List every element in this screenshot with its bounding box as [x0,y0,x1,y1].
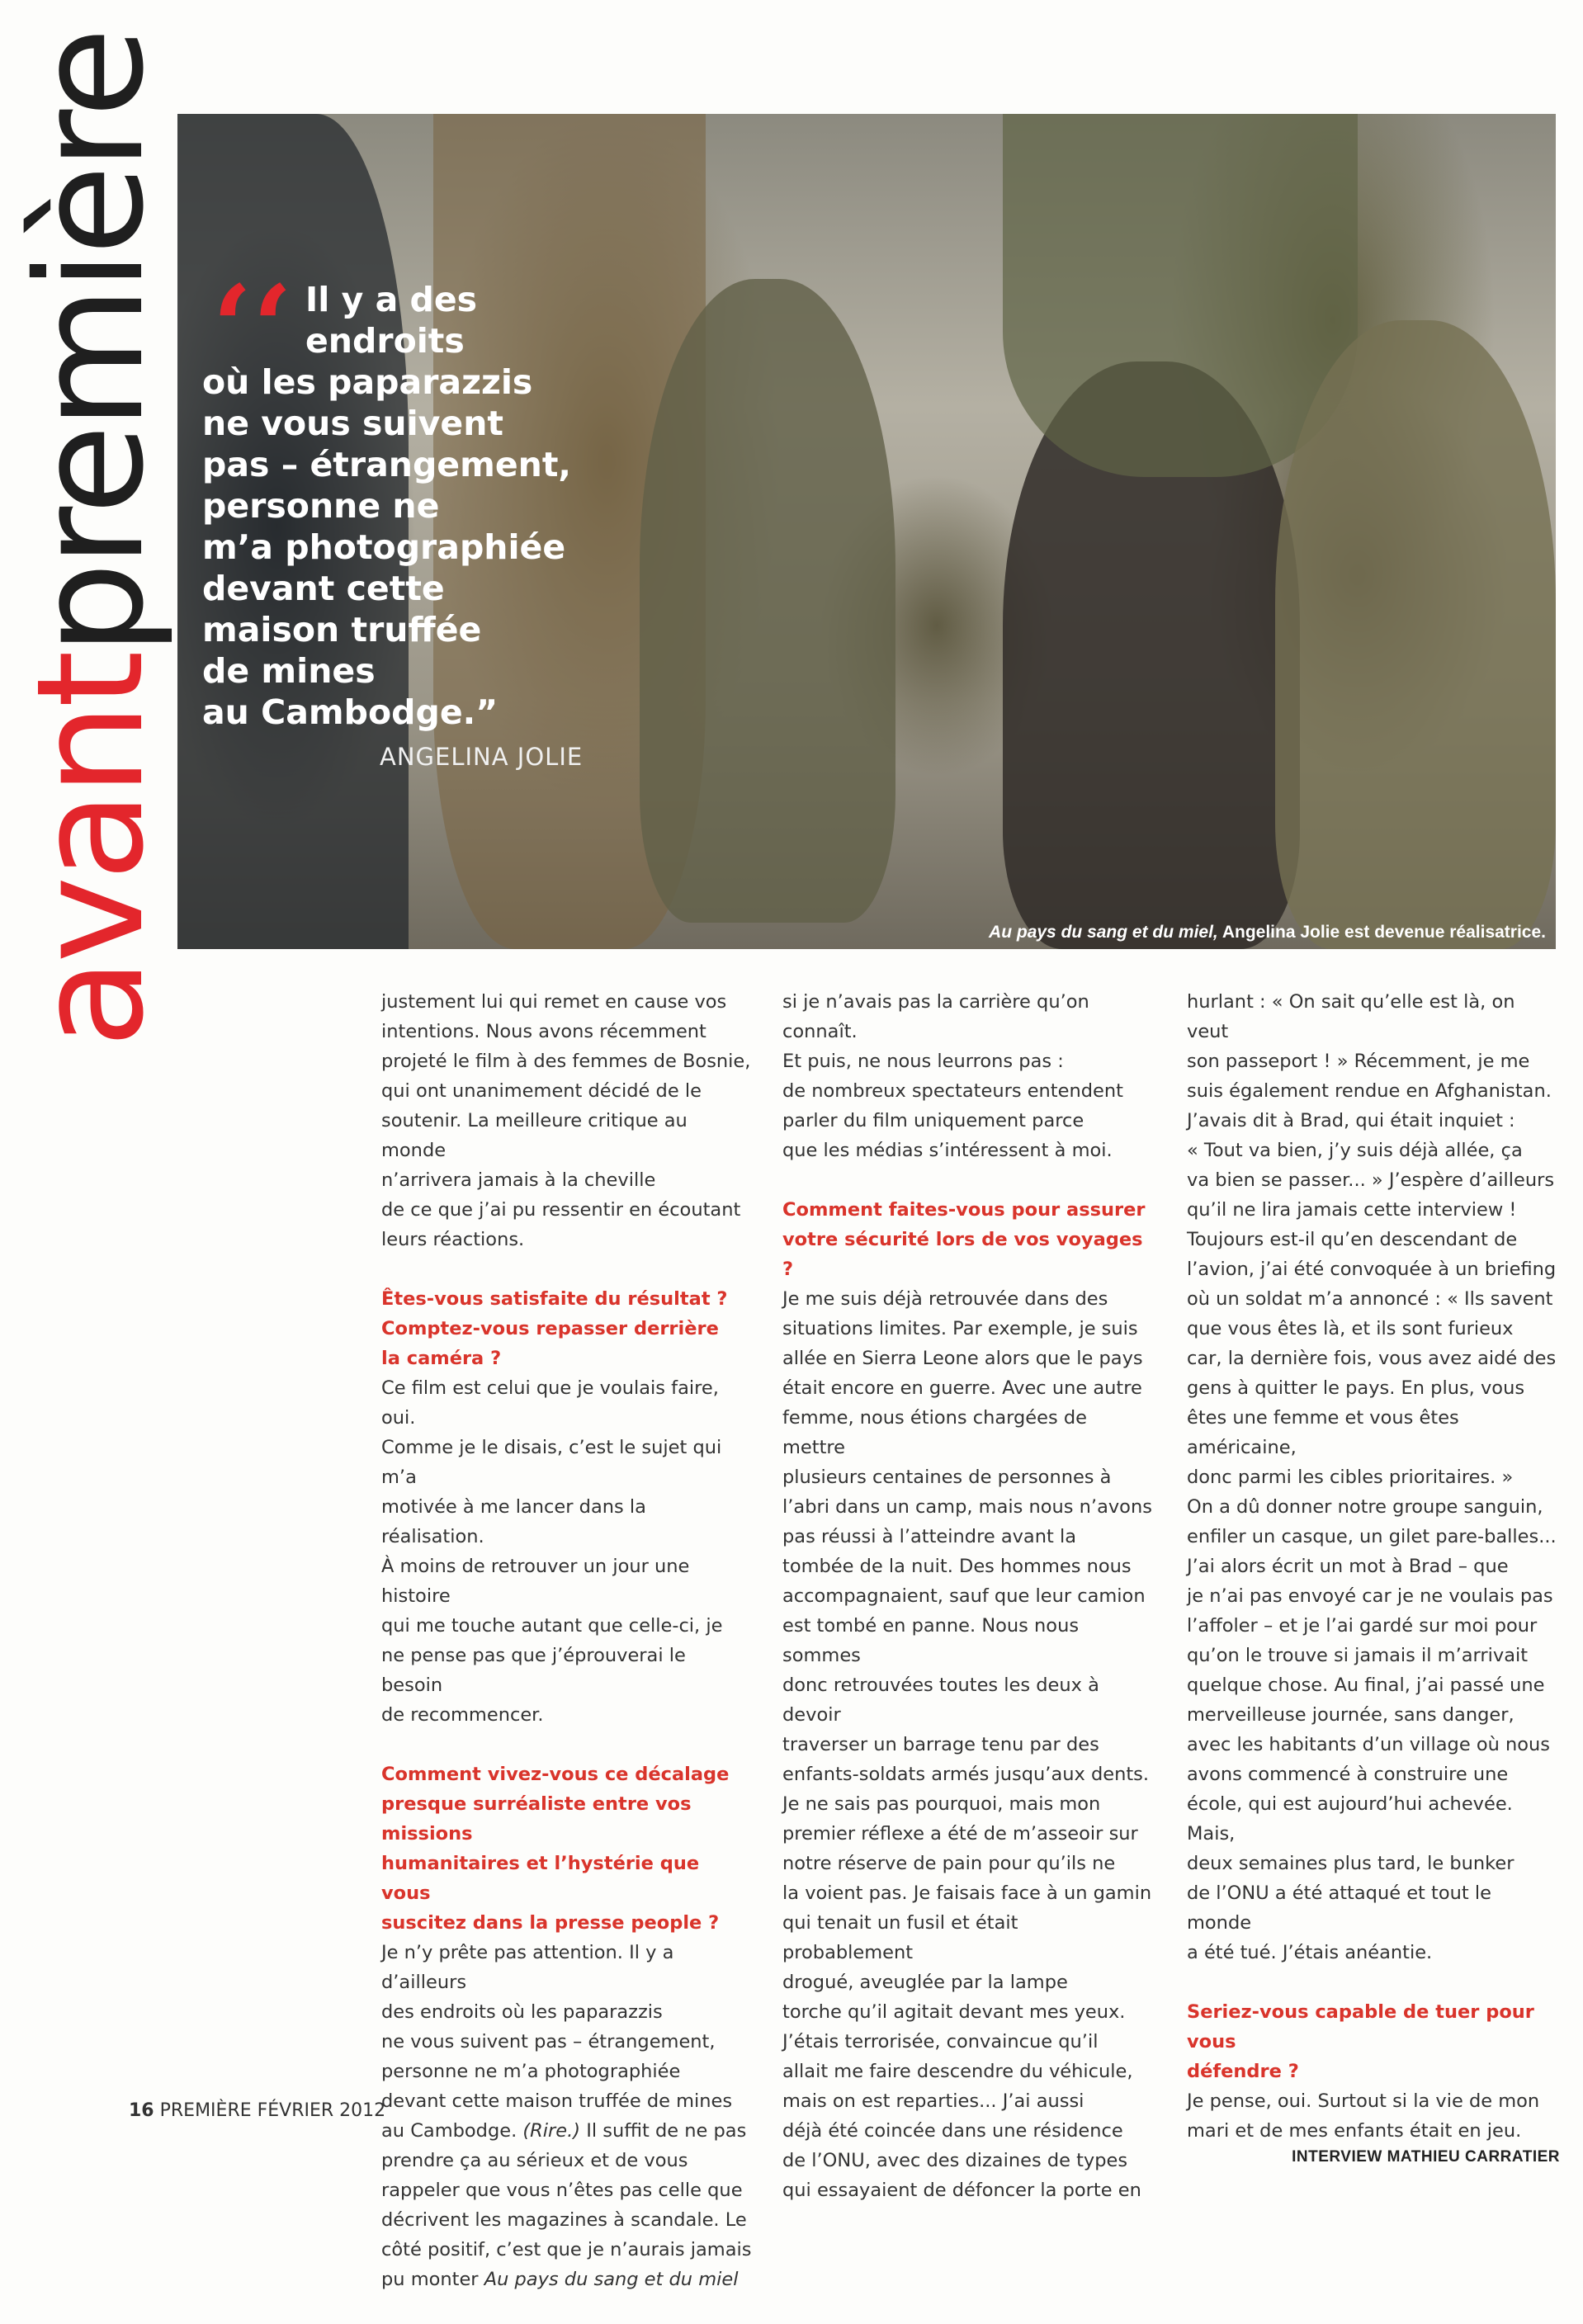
article-column-2 [782,987,1154,2235]
quote-line: de mines [202,651,376,691]
answer-paragraph: justement lui qui remet en cause vos intentions. Nous avons récemment projeté le film à des femmes de Bosnie, qui ont unanimement décidé de le soutenir. La meilleure critique au monde n’arrivera jamais à la cheville de ce que j’ai pu ressentir en écoutant leurs réactions. [381,991,751,1250]
quote-line: pas – étrangement, [202,445,571,484]
masthead-dark-word: première [5,32,176,655]
interview-signature: INTERVIEW MATHIEU CARRATIER [1292,2148,1560,2166]
photo-caption [989,923,1546,942]
quote-line: devant cette [202,569,445,608]
page-number: 16 [129,2100,154,2121]
feature-photo [177,114,1556,949]
interview-question: Comment faites-vous pour assurer votre sécurité lors de vos voyages ? [782,1199,1146,1280]
section-masthead [5,25,176,1081]
answer-paragraph: Je pense, oui. Surtout si la vie de mon mari et de mes enfants était en jeu. [1187,2090,1540,2142]
masthead-red-word: avant [5,654,176,1049]
answer-paragraph: Je me suis déjà retrouvée dans des situations limites. Par exemple, je suis allée en Sierra Leone alors que le pays était encore en guerre. Avec une autre femme, nous étions chargées de mettre plusieurs centaines de personnes à l’abri dans un camp, mais nous n’avons pas réussi à l’atteindre avant la tombée de la nuit. Des hommes nous accompagnaient, sauf que leur camion est tombé en panne. Nous nous sommes donc retrouvées toutes les deux à devoir traverser un barrage tenu par des enfants-soldats armés jusqu’aux dents. Je ne sais pas pourquoi, mais mon premier réflexe a été de m’asseoir sur notre réserve de pain pour qu’ils ne la voient pas. Je faisais face à un gamin qui tenait un fusil et était probablement drogué, aveuglée par la lampe torche qu’il agitait devant mes yeux. J’étais terrorisée, convaincue qu’il allait me faire descendre du véhicule, mais on est reparties... J’ai aussi déjà été coincée dans une résidence de l’ONU, avec des dizaines de types qui essayaient de défoncer la porte en [782,1288,1152,2201]
footer-text: PREMIÈRE FÉVRIER 2012 [154,2100,386,2121]
article-column-1 [381,987,753,2324]
quote-line: Il y a des [305,280,478,319]
answer-paragraph: hurlant : « On sait qu’elle est là, on veut son passeport ! » Récemment, je me suis également rendue en Afghanistan. J’avais dit à Brad, qui était inquiet : « Tout va bien, j’y suis déjà allée, ça va bien se passer... » J’espère d’ailleurs qu’il ne lira jamais cette interview ! Toujours est-il qu’en descendant de l’avion, j’ai été convoquée à un briefing où un soldat m’a annoncé : « Ils savent que vous êtes là, et ils sont furieux car, la dernière fois, vous avez aidé des gens à quitter le pays. En plus, vous êtes une femme et vous êtes américaine, donc parmi les cibles prioritaires. » On a dû donner notre groupe sanguin, enfiler un casque, un gilet pare-balles... J’ai alors écrit un mot à Brad – que je n’ai pas envoyé car je ne voulais pas l’affoler – et je l’ai gardé sur moi pour qu’on le trouve si jamais il m’arrivait quelque chose. Au final, j’ai passé une merveilleuse journée, sans danger, avec les habitants d’un village où nous avons commencé à construire une école, qui est aujourd’hui achevée. Mais, deux semaines plus tard, le bunker de l’ONU a été attaqué et tout le monde a été tué. J’étais anéantie. [1187,991,1557,1963]
quote-mark-icon: ‘‘ [212,261,293,396]
interview-question: Seriez-vous capable de tuer pour vous défendre ? [1187,2001,1534,2082]
answer-paragraph: si je n’avais pas la carrière qu’on connaît. Et puis, ne nous leurrons pas : de nombreux spectateurs entendent parler du film uniquement parce que les médias s’intéressent à moi. [782,991,1123,1161]
film-title: Au pays du sang et du miel [484,2269,739,2290]
article-column-3 [1187,987,1558,2172]
quote-line: endroits [305,321,465,361]
quote-line: où les paparazzis [202,362,533,402]
pull-quote [202,261,664,777]
caption-text: Angelina Jolie est devenue réalisatrice. [1217,923,1546,942]
quote-line: personne ne [202,486,440,526]
answer-text: Je n’y prête pas attention. Il y a d’ailleurs des endroits où les paparazzis ne vous suivent pas – étrangement, personne ne m’a photographiée devant cette maison truffée de mines au Cambodge. [381,1942,733,2142]
quote-line: maison truffée [202,610,482,649]
interview-question: Comment vivez-vous ce décalage presque surréaliste entre vos missions humanitaires et l’hystérie que vous suscitez dans la presse people ? [381,1764,730,1934]
answer-text: Il suffit de ne pas prendre ça au sérieux et de vous rappeler que vous n’êtes pas celle que décrivent les magazines à scandale. Le côté positif, c’est que je n’aurais jamais pu monter [381,2120,752,2290]
quote-author: ANGELINA JOLIE [380,743,584,771]
quote-line: m’a photographiée [202,527,566,567]
page-footer [129,2100,385,2121]
interview-question: Êtes-vous satisfaite du résultat ? Comptez-vous repasser derrière la caméra ? [381,1288,728,1369]
caption-film-title: Au pays du sang et du miel, [989,923,1218,942]
answer-paragraph: Ce film est celui que je voulais faire, oui. Comme je le disais, c’est le sujet qui m’a motivée à me lancer dans la réalisation. À moins de retrouver un jour une histoire qui me touche autant que celle-ci, je ne pense pas que j’éprouverai le besoin de recommencer. [381,1377,723,1726]
answer-aside: (Rire.) [522,2120,581,2142]
answer-paragraph [381,1938,753,2294]
quote-line: ne vous suivent [202,404,503,443]
quote-line: au Cambodge.” [202,692,499,732]
